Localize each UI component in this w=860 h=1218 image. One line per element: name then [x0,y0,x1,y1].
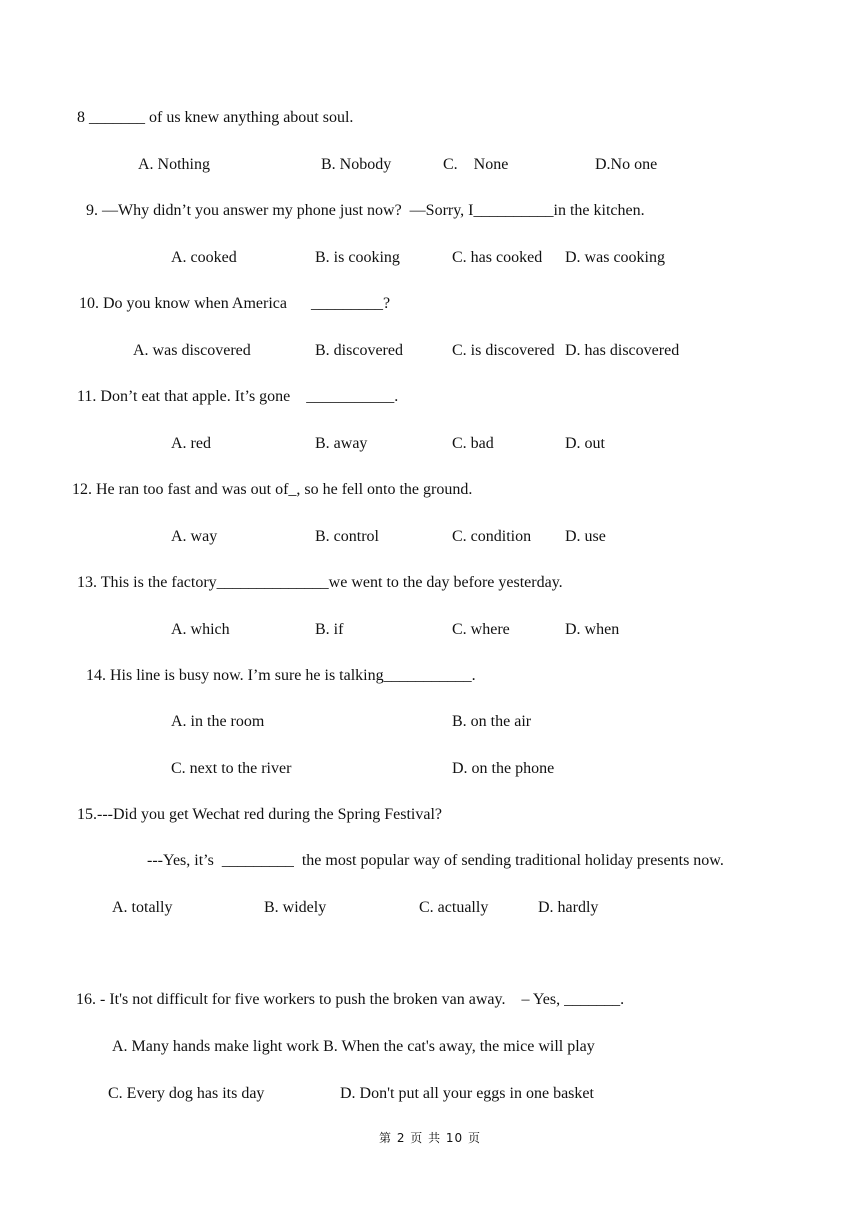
question-9-option-c: C. has cooked [452,249,543,266]
question-14-option-b: B. on the air [452,713,532,730]
question-9-option-d: D. was cooking [565,249,665,266]
question-10-option-b: B. discovered [315,342,403,359]
question-13-option-c: C. where [452,621,510,638]
question-11-option-a: A. red [171,435,211,452]
question-11-option-b: B. away [315,435,368,452]
question-10-option-a: A. was discovered [133,342,251,359]
question-15-option-b: B. widely [264,899,327,916]
question-14-option-a: A. in the room [171,713,265,730]
question-15-stem: 15.---Did you get Wechat red during the Spring Festival? [77,806,442,823]
question-14-option-d: D. on the phone [452,760,555,777]
question-15-option-c: C. actually [419,899,489,916]
question-8-stem: 8 _______ of us knew anything about soul. [77,109,354,126]
question-8-option-d: D.No one [595,156,658,173]
question-10-option-d: D. has discovered [565,342,680,359]
question-12-option-b: B. control [315,528,379,545]
page-number-footer: 第 2 页 共 10 页 [379,1131,481,1145]
question-8-option-a: A. Nothing [138,156,210,173]
question-15-option-d: D. hardly [538,899,599,916]
question-8-option-c: C. None [443,156,509,173]
question-15-stem-reply: ---Yes, it’s _________ the most popular way of sending traditional holiday presents now. [147,852,724,869]
question-9-option-b: B. is cooking [315,249,400,266]
question-11-stem: 11. Don’t eat that apple. It’s gone ___________. [77,388,399,405]
question-14-stem: 14. His line is busy now. I’m sure he is talking___________. [86,667,476,684]
question-10-option-c: C. is discovered [452,342,555,359]
question-16-stem: 16. - It's not difficult for five workers to push the broken van away. – Yes, _______. [76,991,625,1008]
question-9-option-a: A. cooked [171,249,237,266]
question-14-option-c: C. next to the river [171,760,292,777]
question-12-option-d: D. use [565,528,606,545]
question-16-option-d: D. Don't put all your eggs in one basket [340,1085,594,1102]
question-11-option-d: D. out [565,435,605,452]
question-12-stem: 12. He ran too fast and was out of_, so he fell onto the ground. [72,481,473,498]
question-16-options-ab: A. Many hands make light work B. When the cat's away, the mice will play [112,1038,595,1055]
question-15-option-a: A. totally [112,899,173,916]
question-13-option-b: B. if [315,621,344,638]
question-13-option-a: A. which [171,621,230,638]
question-11-option-c: C. bad [452,435,494,452]
question-12-option-a: A. way [171,528,218,545]
question-9-stem: 9. —Why didn’t you answer my phone just now? —Sorry, I__________in the kitchen. [86,202,645,219]
question-16-option-c: C. Every dog has its day [108,1085,265,1102]
question-8-option-b: B. Nobody [321,156,392,173]
question-12-option-c: C. condition [452,528,532,545]
question-13-option-d: D. when [565,621,620,638]
question-10-stem: 10. Do you know when America _________? [79,295,391,312]
question-13-stem: 13. This is the factory______________we went to the day before yesterday. [77,574,563,591]
